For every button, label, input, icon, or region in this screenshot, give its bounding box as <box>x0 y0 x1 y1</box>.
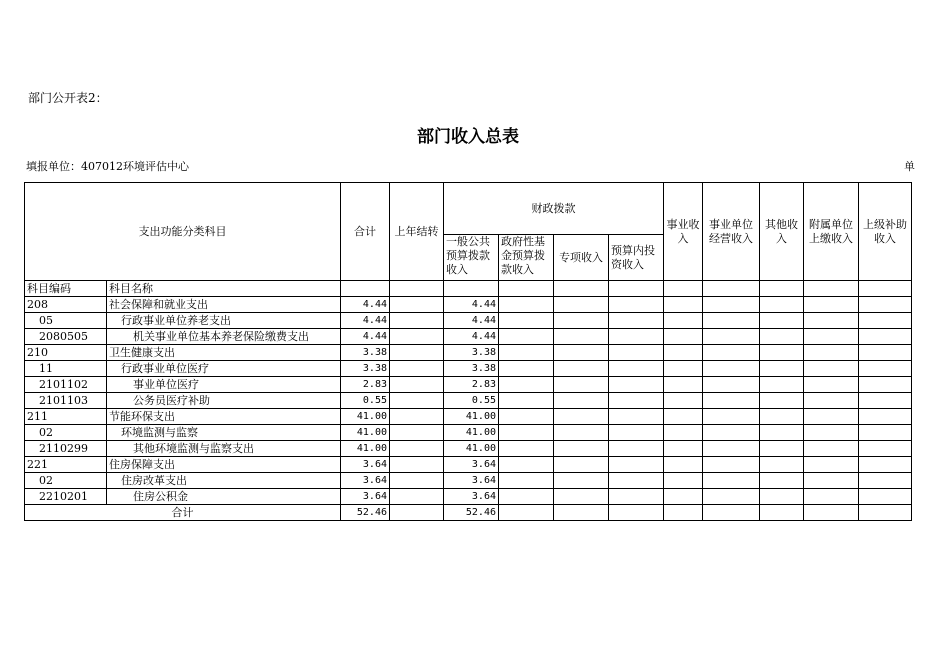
empty-cell <box>499 505 554 521</box>
form-label: 部门公开表2： <box>28 91 108 105</box>
general-budget-value: 41.00 <box>444 441 499 457</box>
empty-cell <box>859 425 912 441</box>
empty-cell <box>499 441 554 457</box>
income-summary-table <box>24 182 912 521</box>
empty-cell <box>444 281 499 297</box>
empty-cell <box>609 489 664 505</box>
subject-code: 02 <box>25 425 107 441</box>
empty-cell <box>341 281 390 297</box>
empty-cell <box>804 329 859 345</box>
header-budget-invest: 预算内投资收入 <box>609 235 664 281</box>
empty-cell <box>760 409 804 425</box>
empty-cell <box>804 377 859 393</box>
empty-cell <box>554 489 609 505</box>
empty-cell <box>703 297 760 313</box>
empty-cell <box>703 489 760 505</box>
header-affiliated: 附属单位上缴收入 <box>804 183 859 281</box>
subject-name: 行政事业单位养老支出 <box>107 313 341 329</box>
subject-name: 其他环境监测与监察支出 <box>107 441 341 457</box>
subject-name: 住房保障支出 <box>107 457 341 473</box>
empty-cell <box>499 313 554 329</box>
empty-cell <box>609 457 664 473</box>
empty-cell <box>664 361 703 377</box>
total-value: 4.44 <box>341 313 390 329</box>
empty-cell <box>554 441 609 457</box>
empty-cell <box>804 297 859 313</box>
empty-cell <box>804 441 859 457</box>
empty-cell <box>664 457 703 473</box>
empty-cell <box>664 425 703 441</box>
empty-cell <box>859 393 912 409</box>
subject-code: 2210201 <box>25 489 107 505</box>
empty-cell <box>554 473 609 489</box>
empty-cell <box>703 505 760 521</box>
general-budget-value: 0.55 <box>444 393 499 409</box>
empty-cell <box>760 457 804 473</box>
empty-cell <box>554 297 609 313</box>
subject-name: 行政事业单位医疗 <box>107 361 341 377</box>
empty-cell <box>499 393 554 409</box>
carryover-value <box>390 457 444 473</box>
header-general-budget: 一般公共预算拨款收入 <box>444 235 499 281</box>
header-superior-subsidy: 上级补助收入 <box>859 183 912 281</box>
total-value: 3.64 <box>341 457 390 473</box>
table-row <box>25 393 912 409</box>
empty-cell <box>760 281 804 297</box>
empty-cell <box>554 409 609 425</box>
total-value: 4.44 <box>341 297 390 313</box>
total-value: 3.64 <box>341 489 390 505</box>
carryover-value <box>390 345 444 361</box>
total-value: 41.00 <box>341 409 390 425</box>
carryover-value <box>390 377 444 393</box>
empty-cell <box>703 473 760 489</box>
empty-cell <box>609 425 664 441</box>
carryover-value <box>390 473 444 489</box>
header-fiscal: 财政拨款 <box>444 183 664 235</box>
general-budget-value: 3.64 <box>444 457 499 473</box>
empty-cell <box>703 329 760 345</box>
empty-cell <box>760 473 804 489</box>
total-row <box>25 505 912 521</box>
empty-cell <box>703 281 760 297</box>
header-gov-fund: 政府性基金预算拨款收入 <box>499 235 554 281</box>
empty-cell <box>703 313 760 329</box>
empty-cell <box>664 329 703 345</box>
empty-cell <box>804 345 859 361</box>
subject-code: 2080505 <box>25 329 107 345</box>
subject-code: 2101102 <box>25 377 107 393</box>
table-row <box>25 489 912 505</box>
general-budget-value: 4.44 <box>444 297 499 313</box>
subject-name: 节能环保支出 <box>107 409 341 425</box>
carryover-value <box>390 425 444 441</box>
reporting-unit: 填报单位：407012环境评估中心 <box>26 160 189 173</box>
empty-cell <box>609 361 664 377</box>
empty-cell <box>804 505 859 521</box>
empty-cell <box>859 489 912 505</box>
empty-cell <box>664 393 703 409</box>
empty-cell <box>664 489 703 505</box>
empty-cell <box>703 393 760 409</box>
table-row <box>25 377 912 393</box>
empty-cell <box>760 313 804 329</box>
subject-code: 2101103 <box>25 393 107 409</box>
subject-code: 221 <box>25 457 107 473</box>
carryover-value <box>390 329 444 345</box>
empty-cell <box>609 409 664 425</box>
empty-cell <box>703 361 760 377</box>
table-row <box>25 313 912 329</box>
empty-cell <box>499 361 554 377</box>
empty-cell <box>664 441 703 457</box>
header-special: 专项收入 <box>554 235 609 281</box>
unit-label: 单 <box>904 160 915 173</box>
empty-cell <box>554 425 609 441</box>
empty-cell <box>609 505 664 521</box>
subject-name: 社会保障和就业支出 <box>107 297 341 313</box>
subject-code: 2110299 <box>25 441 107 457</box>
carryover-value <box>390 505 444 521</box>
empty-cell <box>760 505 804 521</box>
table-row <box>25 345 912 361</box>
empty-cell <box>859 457 912 473</box>
subject-code: 11 <box>25 361 107 377</box>
empty-cell <box>804 313 859 329</box>
table-row <box>25 425 912 441</box>
empty-cell <box>760 441 804 457</box>
empty-cell <box>760 377 804 393</box>
empty-cell <box>664 313 703 329</box>
header-subject: 支出功能分类科目 <box>25 183 341 281</box>
empty-cell <box>554 329 609 345</box>
subject-name: 环境监测与监察 <box>107 425 341 441</box>
general-budget-value: 41.00 <box>444 425 499 441</box>
empty-cell <box>499 409 554 425</box>
empty-cell <box>804 393 859 409</box>
header-operating-income: 事业单位经营收入 <box>703 183 760 281</box>
empty-cell <box>859 505 912 521</box>
table-row <box>25 297 912 313</box>
subject-name: 住房公积金 <box>107 489 341 505</box>
empty-cell <box>859 377 912 393</box>
empty-cell <box>609 281 664 297</box>
subject-code: 05 <box>25 313 107 329</box>
total-value: 3.38 <box>341 361 390 377</box>
subject-name: 公务员医疗补助 <box>107 393 341 409</box>
empty-cell <box>499 345 554 361</box>
empty-cell <box>554 361 609 377</box>
empty-cell <box>609 473 664 489</box>
empty-cell <box>760 361 804 377</box>
empty-cell <box>859 313 912 329</box>
empty-cell <box>664 345 703 361</box>
general-budget-value: 4.44 <box>444 329 499 345</box>
total-value: 4.44 <box>341 329 390 345</box>
empty-cell <box>804 361 859 377</box>
general-budget-value: 3.64 <box>444 473 499 489</box>
empty-cell <box>609 329 664 345</box>
empty-cell <box>554 393 609 409</box>
general-budget-value: 3.38 <box>444 345 499 361</box>
empty-cell <box>760 489 804 505</box>
header-carryover: 上年结转 <box>390 183 444 281</box>
header-business-income: 事业收入 <box>664 183 703 281</box>
table-row <box>25 473 912 489</box>
empty-cell <box>499 377 554 393</box>
empty-cell <box>703 409 760 425</box>
header-code: 科目编码 <box>25 281 107 297</box>
empty-cell <box>664 297 703 313</box>
empty-cell <box>499 281 554 297</box>
empty-cell <box>499 297 554 313</box>
empty-cell <box>499 457 554 473</box>
empty-cell <box>609 345 664 361</box>
empty-cell <box>609 441 664 457</box>
subject-name: 卫生健康支出 <box>107 345 341 361</box>
empty-cell <box>804 489 859 505</box>
empty-cell <box>554 377 609 393</box>
empty-cell <box>609 297 664 313</box>
empty-cell <box>760 425 804 441</box>
empty-cell <box>804 457 859 473</box>
empty-cell <box>499 329 554 345</box>
carryover-value <box>390 297 444 313</box>
empty-cell <box>859 329 912 345</box>
grand-total-value: 52.46 <box>341 505 390 521</box>
table-row <box>25 409 912 425</box>
empty-cell <box>499 489 554 505</box>
general-budget-value: 3.64 <box>444 489 499 505</box>
empty-cell <box>703 441 760 457</box>
subject-code: 02 <box>25 473 107 489</box>
empty-cell <box>804 473 859 489</box>
empty-cell <box>859 441 912 457</box>
empty-cell <box>609 313 664 329</box>
carryover-value <box>390 313 444 329</box>
subject-name: 事业单位医疗 <box>107 377 341 393</box>
empty-cell <box>859 409 912 425</box>
empty-cell <box>760 393 804 409</box>
empty-cell <box>703 345 760 361</box>
subject-code: 208 <box>25 297 107 313</box>
subject-code: 211 <box>25 409 107 425</box>
general-budget-value: 2.83 <box>444 377 499 393</box>
carryover-value <box>390 393 444 409</box>
total-value: 3.38 <box>341 345 390 361</box>
empty-cell <box>390 281 444 297</box>
empty-cell <box>804 425 859 441</box>
total-value: 2.83 <box>341 377 390 393</box>
empty-cell <box>664 409 703 425</box>
header-name: 科目名称 <box>107 281 341 297</box>
subject-name: 机关事业单位基本养老保险缴费支出 <box>107 329 341 345</box>
carryover-value <box>390 409 444 425</box>
total-value: 41.00 <box>341 425 390 441</box>
page-title: 部门收入总表 <box>417 127 519 147</box>
empty-cell <box>703 457 760 473</box>
empty-cell <box>760 345 804 361</box>
empty-cell <box>703 377 760 393</box>
empty-cell <box>554 505 609 521</box>
empty-cell <box>554 345 609 361</box>
empty-cell <box>760 297 804 313</box>
empty-cell <box>859 281 912 297</box>
empty-cell <box>554 457 609 473</box>
general-budget-value: 3.38 <box>444 361 499 377</box>
carryover-value <box>390 441 444 457</box>
table-row <box>25 457 912 473</box>
empty-cell <box>554 313 609 329</box>
total-value: 3.64 <box>341 473 390 489</box>
empty-cell <box>664 473 703 489</box>
table-row <box>25 441 912 457</box>
carryover-value <box>390 361 444 377</box>
empty-cell <box>859 297 912 313</box>
empty-cell <box>499 425 554 441</box>
general-budget-value: 41.00 <box>444 409 499 425</box>
empty-cell <box>804 281 859 297</box>
table-row <box>25 329 912 345</box>
empty-cell <box>703 425 760 441</box>
empty-cell <box>664 377 703 393</box>
grand-general-value: 52.46 <box>444 505 499 521</box>
header-total: 合计 <box>341 183 390 281</box>
empty-cell <box>554 281 609 297</box>
empty-cell <box>609 377 664 393</box>
empty-cell <box>859 361 912 377</box>
header-row-3 <box>25 281 912 297</box>
empty-cell <box>499 473 554 489</box>
empty-cell <box>664 281 703 297</box>
empty-cell <box>664 505 703 521</box>
carryover-value <box>390 489 444 505</box>
empty-cell <box>804 409 859 425</box>
empty-cell <box>609 393 664 409</box>
general-budget-value: 4.44 <box>444 313 499 329</box>
total-label: 合计 <box>25 505 341 521</box>
subject-code: 210 <box>25 345 107 361</box>
header-other-income: 其他收入 <box>760 183 804 281</box>
subject-name: 住房改革支出 <box>107 473 341 489</box>
empty-cell <box>859 473 912 489</box>
total-value: 41.00 <box>341 441 390 457</box>
empty-cell <box>859 345 912 361</box>
table-row <box>25 361 912 377</box>
header-row-1 <box>25 183 912 235</box>
empty-cell <box>760 329 804 345</box>
total-value: 0.55 <box>341 393 390 409</box>
